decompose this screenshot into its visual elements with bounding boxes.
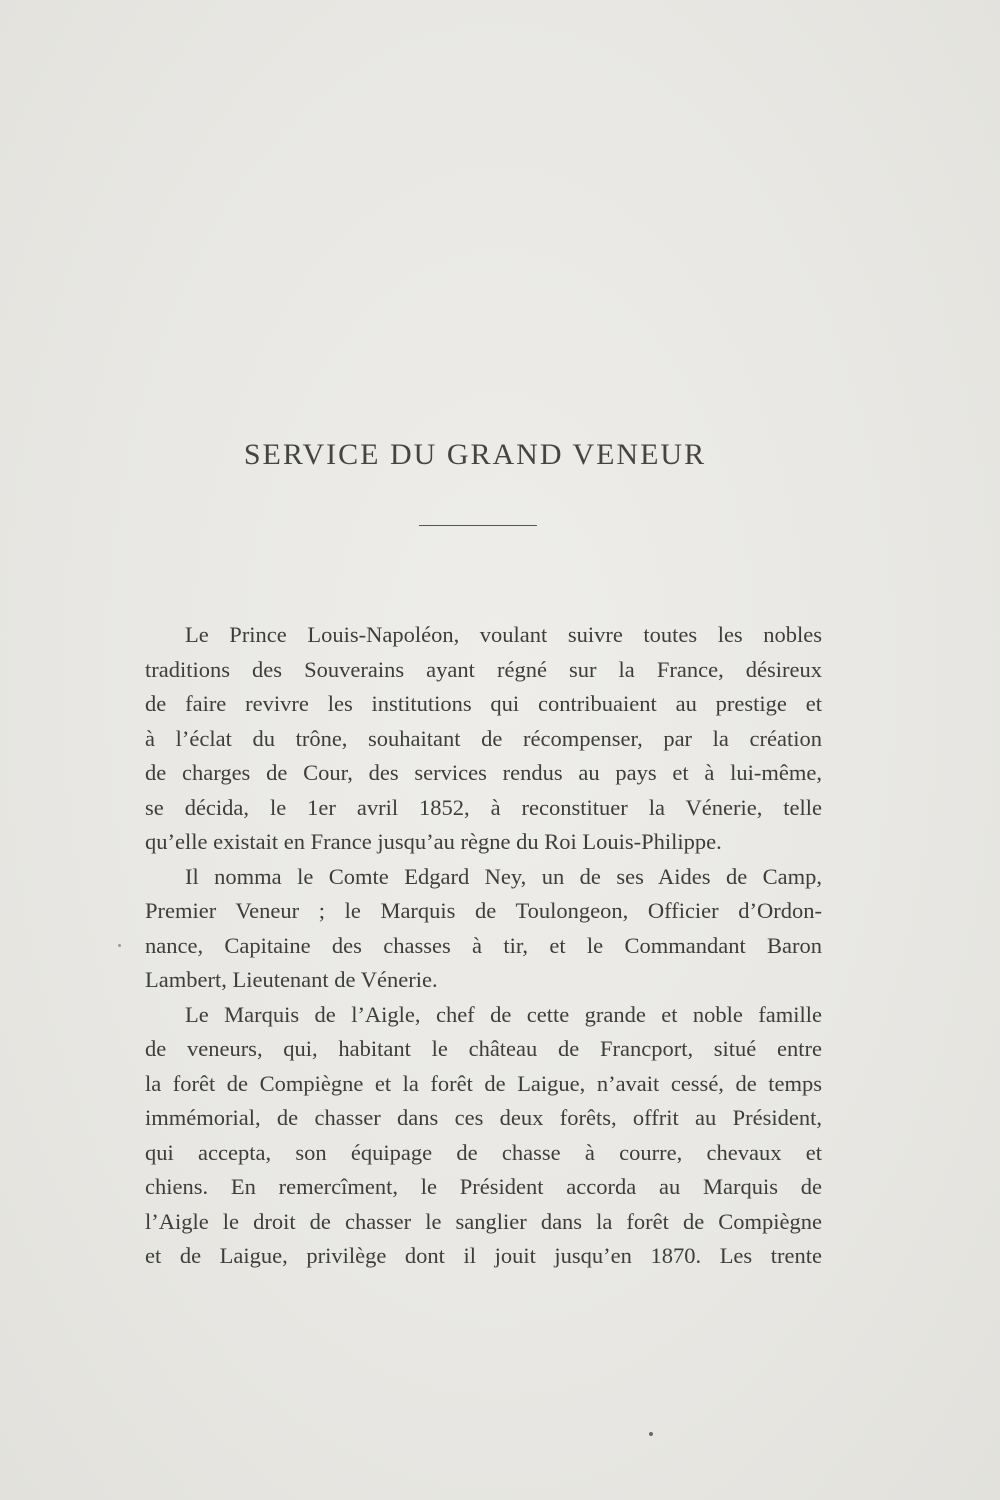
body-text — [145, 618, 822, 1274]
text-line: Il nomma le Comte Edgard Ney, un de ses Aides de Camp, — [185, 863, 822, 889]
title-rule — [419, 525, 537, 526]
text-line: de charges de Cour, des services rendus au pays et à lui-même, — [145, 760, 822, 785]
text-line: Lambert, Lieutenant de Vénerie. — [145, 967, 438, 992]
text-line: la forêt de Compiègne et la forêt de Laigue, n’avait cessé, de temps — [145, 1070, 822, 1096]
text-line: Le Prince Louis-Napoléon, voulant suivre toutes les nobles — [185, 622, 822, 647]
text-line: de veneurs, qui, habitant le château de Francport, situé entre — [145, 1036, 822, 1061]
text-line: et de Laigue, privilège dont il jouit jusqu’en 1870. Les trente — [145, 1243, 822, 1268]
text-line: de faire revivre les institutions qui contribuaient au prestige et — [145, 691, 822, 716]
text-line: Premier Veneur ; le Marquis de Toulongeon, Officier d’Ordon- — [145, 898, 822, 923]
text-line: qui accepta, son équipage de chasse à courre, chevaux et — [145, 1139, 822, 1165]
paper-speck — [649, 1432, 653, 1436]
text-line: à l’éclat du trône, souhaitant de récompenser, par la création — [145, 725, 822, 751]
text-line: nance, Capitaine des chasses à tir, et le Commandant Baron — [145, 932, 822, 958]
paper-speck — [118, 944, 121, 947]
text-line: chiens. En remercîment, le Président accorda au Marquis de — [145, 1174, 822, 1199]
text-line: l’Aigle le droit de chasser le sanglier dans la forêt de Compiègne — [145, 1208, 822, 1234]
text-line: traditions des Souverains ayant régné sur la France, désireux — [145, 656, 822, 682]
text-line: se décida, le 1er avril 1852, à reconstituer la Vénerie, telle — [145, 794, 822, 820]
text-line: Le Marquis de l’Aigle, chef de cette grande et noble famille — [185, 1001, 822, 1027]
text-line: qu’elle existait en France jusqu’au règne du Roi Louis-Philippe. — [145, 829, 722, 854]
page-title: SERVICE DU GRAND VENEUR — [243, 438, 707, 472]
text-line: immémorial, de chasser dans ces deux forêts, offrit au Président, — [145, 1105, 822, 1130]
